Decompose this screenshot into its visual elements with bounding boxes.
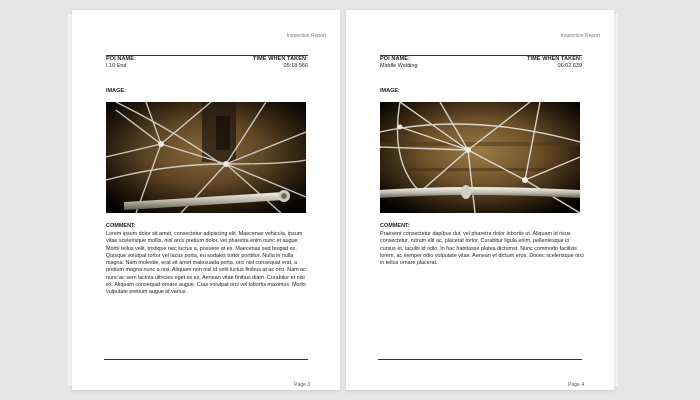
time-taken-value: 05:18.566 xyxy=(283,63,308,70)
time-taken-label: TIME WHEN TAKEN: xyxy=(527,56,582,62)
report-page-3 xyxy=(72,10,340,390)
comment-text: Praesent consectetur dapibus dui, vel pharetra dolor lobortis ut. Aliquam id risus consectetur, rutrum elit ac, placerat tortor. Curabitur ligula enim, pellentesque in cursus et, iaculis id odio. In hac habitasse platea dictumst. Nunc commodo facilisis lorem, ac semper odio vulputate vitae. Aenean et dictum eros. Donec scelerisque orci in tellus ornare placerat. xyxy=(380,231,584,267)
poi-name-value: Middle Welding xyxy=(380,63,418,70)
poi-name-label: POI NAME: xyxy=(380,56,410,62)
time-taken-label: TIME WHEN TAKEN: xyxy=(253,56,308,62)
comment-text: Lorem ipsum dolor sit amet, consectetur adipiscing elit. Maecenas vehicula, ipsum vitae scelerisque mollis, nisl arcu pretium dolor, vel pharetra enim nunc et augue. Morbi tellus velit, tristique nec luctus a, posuere at ex. Maecenas sed feugiat ex. Quisque volutpat tortor vel lacus porta, eu sodales tortor porttitor. Nulla in nulla magna. Nam molestie, erat sit amet malesuada porta, orci nisl consequat erat, a pretium magna nunc a nisl. Aliquam non nisl id velit luctus finibus at ac orci. Nam ac nunc ac sem lacinia ultricies eget ex ex. Aenean vitae finibus diam. Curabitur et nisi ex. Aliquam consequat ornare augue. Cras volutpat orci vel lobortis maximus. Morbi vulputate pretium augue id varius. xyxy=(106,231,306,296)
poi-info xyxy=(380,56,582,70)
comment-label: COMMENT: xyxy=(380,223,410,229)
page-number: Page 4 xyxy=(568,382,584,388)
poi-value-row xyxy=(380,63,582,70)
bottom-rule xyxy=(104,359,308,360)
inspection-photo xyxy=(380,102,580,213)
poi-value-row xyxy=(106,63,308,70)
report-header: Inspection Report xyxy=(560,33,600,39)
poi-name-value: L10 End xyxy=(106,63,127,70)
poi-label-row xyxy=(106,56,308,63)
inspection-photo xyxy=(106,102,306,213)
poi-info xyxy=(106,56,308,70)
bottom-rule xyxy=(378,359,582,360)
time-taken-value: 06:02.639 xyxy=(557,63,582,70)
image-label: IMAGE: xyxy=(106,88,126,94)
comment-label: COMMENT: xyxy=(106,223,136,229)
report-page-4 xyxy=(346,10,614,390)
report-header: Inspection Report xyxy=(286,33,326,39)
poi-label-row xyxy=(380,56,582,63)
poi-name-label: POI NAME: xyxy=(106,56,136,62)
image-label: IMAGE: xyxy=(380,88,400,94)
page-number: Page 3 xyxy=(294,382,310,388)
